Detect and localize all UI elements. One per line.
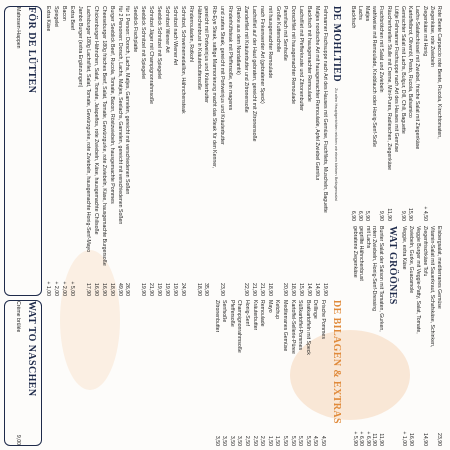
menu-item bbox=[429, 6, 435, 221]
menu-item-price: + 5,90 bbox=[351, 431, 358, 446]
menu-item-price: 5,50 bbox=[289, 435, 296, 446]
menu-item bbox=[251, 6, 257, 296]
menu-item-price: 14,90 bbox=[422, 433, 428, 446]
menu-item bbox=[305, 300, 311, 446]
menu-item-price: + 1,00 bbox=[45, 281, 52, 296]
menu-item-name: Burger Seeblick Beef, Rucola, Tomate, Bacon, Röstzwiebeln, hausgemachte Pommes bbox=[108, 6, 115, 204]
menu-item-price: 11,90 bbox=[385, 208, 392, 221]
menu-item bbox=[350, 6, 356, 221]
menu-item-price bbox=[77, 294, 83, 296]
menu-item-name: Schnitzel, Schweinemedaillon, Hähnchensteak bbox=[179, 6, 186, 114]
menu-item-price: 5,50 bbox=[282, 435, 288, 446]
menu-item-name: gegrillte Hähnchenbrust bbox=[358, 226, 365, 281]
menu-item-price: + 6,90 bbox=[364, 431, 371, 446]
menu-item-name: Dorschfilet mit hausgemachter Remoulade bbox=[290, 6, 297, 105]
menu-item-name: Rinderhüftsteak mit Pfeffersoße, ein mageres bbox=[227, 6, 234, 111]
menu-item bbox=[401, 226, 407, 446]
menu-item-price: 21,90 bbox=[258, 283, 265, 296]
menu-item bbox=[358, 226, 364, 446]
menu-item-name: Zanderfilet mit Kräuterbutter und Zitronensoße bbox=[243, 6, 249, 113]
menu-item-price: 9,90 bbox=[400, 210, 406, 221]
menu-item-name: Spiegelei bbox=[53, 6, 60, 28]
menu-item bbox=[204, 6, 210, 296]
menu-item bbox=[320, 300, 326, 446]
menu-item bbox=[77, 6, 83, 296]
menu-item bbox=[436, 6, 442, 221]
menu-item bbox=[352, 226, 358, 446]
menu-item bbox=[243, 6, 249, 296]
menu-item-name: Fischbrötchen mit Salat und Zwiebeln bbox=[378, 6, 385, 93]
menu-item-name: Matrosen-Happen bbox=[15, 7, 21, 49]
menu-item-name: Seeblick Schnitzel mit Spiegelei bbox=[156, 6, 163, 80]
menu-item bbox=[117, 6, 123, 296]
menu-item-price: 11,90 bbox=[371, 433, 378, 446]
menu-item-price: 19,90 bbox=[171, 283, 178, 296]
menu-item-price: 17,90 bbox=[85, 283, 91, 296]
menu-item bbox=[364, 6, 370, 221]
menu-item-name: Schnitzel Wiener Art bbox=[164, 6, 170, 53]
menu-item bbox=[371, 6, 377, 221]
menu-item-name: Senfsoße bbox=[221, 300, 228, 323]
menu-item bbox=[365, 226, 371, 446]
column-salads bbox=[348, 226, 444, 446]
column-fish-starters bbox=[348, 6, 444, 221]
menu-item-name: Große Kutterscholle bbox=[274, 6, 281, 53]
menu-item bbox=[252, 300, 258, 446]
menu-item-name: Bacon bbox=[61, 6, 68, 21]
menu-item-name: Backfisch bbox=[349, 6, 356, 29]
menu-item-name: Gemischter Salat mit Lachs, Bulgur, Dill, Chili, Baguette bbox=[400, 6, 406, 134]
menu-item bbox=[164, 6, 170, 296]
menu-item-price: 19,90 bbox=[156, 283, 163, 296]
menu-item-name: Schnitzel nach Wiener Art bbox=[171, 6, 178, 66]
menu-item bbox=[53, 6, 59, 296]
menu-item bbox=[188, 6, 194, 296]
menu-item bbox=[422, 6, 428, 221]
menu-item-name: Zitronenbutter bbox=[213, 300, 220, 333]
menu-item bbox=[283, 6, 289, 296]
menu-item-name: für 2 Personen: Dorsch, Lachs, Matjes, Seelachs, Garnelen, gereicht mit verschiedenen Soßen bbox=[116, 6, 123, 225]
menu-item-price: 3,50 bbox=[221, 435, 228, 446]
menu-item-name: Fehmarner Fischsuppe nach Art des Hauses mit Gemüse, Fischfilets, Muscheln, Baguette bbox=[322, 6, 328, 213]
menu-item-name: Bratkartoffeln mit Speck bbox=[304, 300, 311, 355]
menu-item bbox=[156, 6, 162, 296]
menu-item-name: Lüttje Fehmarner Fischsuppe nach Art des Hauses mit Gemüse bbox=[392, 6, 399, 153]
menu-item bbox=[235, 6, 241, 296]
menu-item-price: 19,90 bbox=[140, 283, 147, 296]
menu-item bbox=[219, 6, 225, 296]
menu-item-name: Matjes nordische Art mit hausgemachter Remoulade, Apfel Zwiebel Garnitur bbox=[314, 6, 321, 181]
menu-item-name: Lachs-Salatschüssel mit Zwiebel, frische Salat mit Ziegenkäse bbox=[414, 6, 421, 150]
menu-item bbox=[132, 6, 138, 296]
menu-item bbox=[312, 300, 318, 446]
menu-item bbox=[290, 300, 296, 446]
menu-item-price: 6,90 bbox=[356, 210, 363, 221]
menu-item-name: mit Lachs bbox=[364, 226, 371, 249]
menu-item-price bbox=[227, 294, 233, 296]
menu-item-name: gereicht mit Portweinjus und Kräuterbutter bbox=[203, 6, 210, 103]
menu-item-price: + 1,00 bbox=[401, 431, 407, 446]
menu-item bbox=[259, 300, 265, 446]
menu-item-price: 19,90 bbox=[322, 283, 328, 296]
menu-item bbox=[259, 6, 265, 296]
menu-item bbox=[290, 6, 296, 296]
menu-item-price bbox=[211, 294, 217, 296]
menu-item-name: Pannfisch mit Senfsoße bbox=[282, 6, 289, 61]
menu-item bbox=[267, 6, 273, 296]
menu-item-name: Jambo Burger (extra Ergänzungen) bbox=[77, 6, 84, 88]
menu-item-price: 35,90 bbox=[203, 283, 210, 296]
menu-item bbox=[125, 6, 131, 296]
menu-item-name: Seeblick Fischplatte bbox=[132, 6, 139, 53]
menu-item-name: Extra Käse bbox=[45, 6, 52, 32]
menu-item-name: Ziegenfrischkäse Tofu bbox=[422, 226, 428, 277]
menu-item-name: Kräuterbutter bbox=[251, 300, 258, 331]
menu-item bbox=[214, 300, 220, 446]
menu-item-name: und zartes Steak, gereicht mit Portweinjus und Kräuterbutter bbox=[219, 6, 226, 145]
menu-item-price: 21,90 bbox=[148, 283, 155, 296]
menu-item-price: + 4,50 bbox=[421, 206, 428, 221]
menu-item-price: 5,50 bbox=[297, 435, 304, 446]
menu-item-name: Rote Beete Carpaccio rote Beete, Rucola, Kirschtomaten, bbox=[436, 6, 442, 139]
menu-item bbox=[275, 6, 281, 296]
menu-item bbox=[282, 300, 288, 446]
menu-item bbox=[172, 6, 178, 296]
menu-item bbox=[15, 7, 21, 295]
menu-item bbox=[436, 226, 442, 446]
menu-item-name: Seeblick Schnitzel mit Spiegelei bbox=[140, 6, 147, 80]
menu-item-name: Süßkartoffel-Pommes bbox=[297, 300, 304, 351]
menu-item-name: Bunter Salat der Saison mit Tomaten, Gurken, bbox=[378, 226, 384, 332]
menu-item bbox=[371, 226, 377, 446]
menu-item-name: Remoulade bbox=[259, 300, 266, 327]
menu-item-price bbox=[393, 219, 399, 221]
menu-item bbox=[267, 300, 273, 446]
menu-item-name: Rib-Eye Steak, saftige Marmorierung macht das Steak für den Kenner, bbox=[211, 6, 218, 169]
menu-item-name: Veggie Burger mit Veggie-Patty, Salat, Tomate, bbox=[415, 226, 421, 334]
menu-item bbox=[274, 300, 280, 446]
menu-item-price bbox=[15, 293, 21, 295]
menu-item-name: Backfisch mit hausgemachter Remoulade bbox=[306, 6, 313, 102]
menu-item bbox=[93, 6, 99, 296]
menu-item-price: 4,50 bbox=[320, 435, 326, 446]
menu-item-name: Hähnchenbrust in Kräuterbuttersoße bbox=[195, 6, 202, 90]
menu-item-price: 2,50 bbox=[244, 435, 250, 446]
menu-item-price: 6,90 bbox=[349, 210, 356, 221]
menu-item-price: 14,90 bbox=[314, 283, 321, 296]
menu-item-price: 16,90 bbox=[408, 433, 414, 446]
menu-item bbox=[236, 300, 242, 446]
menu-item bbox=[46, 6, 52, 296]
menu-item bbox=[211, 6, 217, 296]
menu-item bbox=[180, 6, 186, 296]
menu-item-price: 15,90 bbox=[407, 208, 414, 221]
menu-item-name: Crème brûlée bbox=[15, 301, 21, 333]
menu-item bbox=[196, 6, 202, 296]
menu-item-price bbox=[429, 219, 435, 221]
menu-item bbox=[314, 6, 320, 296]
menu-item-price: 14,90 bbox=[306, 283, 313, 296]
menu-item-price: 22,90 bbox=[243, 283, 249, 296]
menu-item bbox=[429, 226, 435, 446]
menu-item bbox=[148, 6, 154, 296]
menu-item bbox=[244, 300, 250, 446]
menu-item-name: Matjes bbox=[364, 6, 370, 22]
column-sides-extras bbox=[4, 300, 344, 446]
menu-item-name: Chickenburger Hähnchen, Salat, Tomate, Jalapeños, rote Zwiebeln, Käse, hausgemachte Chilisoße bbox=[92, 6, 99, 235]
menu-item-price: 4,50 bbox=[312, 435, 319, 446]
menu-item bbox=[297, 300, 303, 446]
menu-item-price: 2,50 bbox=[251, 435, 258, 446]
menu-item-name: Lachsburger 180g Lachsfilet, Salat, Tomate, Gewürzgurke, rote Zwiebeln, hausgemachte Honig-Senf-Mayo bbox=[85, 6, 91, 253]
section-title-main-dishes: DE MOHLTIED bbox=[331, 6, 342, 82]
menu-item-name: Schnitzel Jäger mit Champignonrahmsoße bbox=[148, 6, 155, 105]
column-main-dishes bbox=[4, 6, 344, 296]
menu-item-name: Eisbergsalat, mediterranes Gemüse bbox=[436, 226, 442, 309]
menu-item-price bbox=[132, 294, 138, 296]
menu-item-price: 2,50 bbox=[259, 435, 266, 446]
menu-item bbox=[140, 6, 146, 296]
menu-item-name: gebratene Ziegenkäse bbox=[351, 226, 358, 278]
menu-item-price: + 6,90 bbox=[358, 431, 365, 446]
menu-item-name: Räucherforellen Stulle mit Creme, Mini-Pures, Radieschen, Ziegenkäse bbox=[385, 6, 392, 171]
section-subtitle: Zu allen Hauptgerichten reichen wir einen kleinen Beilagensalat bbox=[334, 88, 339, 201]
kids-menu-box bbox=[4, 6, 42, 296]
menu-item-price: 9,90 bbox=[378, 210, 385, 221]
menu-item-price: 21,90 bbox=[250, 283, 257, 296]
menu-item bbox=[306, 6, 312, 296]
menu-item-name: (Ranke aus dem Nordatlantik) bbox=[235, 6, 242, 75]
menu-item-name: Pfeffersoße bbox=[228, 300, 235, 327]
menu-item-price: 16,90 bbox=[100, 283, 107, 296]
menu-item-name: roten Zwiebeln, Honig-Senf-Dressing bbox=[371, 226, 378, 312]
menu-item-name: Drillinge bbox=[312, 300, 319, 319]
menu-item-price: 5,50 bbox=[304, 435, 311, 446]
menu-item-price: 18,90 bbox=[108, 283, 115, 296]
menu-item-name: wahlweise mit Remoulade, Knoblauch oder Honig-Senf-Soße bbox=[371, 6, 378, 148]
menu-item-price: 24,90 bbox=[179, 283, 186, 296]
menu-item-name: Extra Beef bbox=[69, 6, 76, 31]
menu-item-name: Frische Pommes bbox=[320, 300, 326, 339]
menu-item-price bbox=[275, 294, 281, 296]
menu-item bbox=[415, 226, 421, 446]
menu-item-name: für 1 Person: Dorsch, Lachs, Matjes, Garnelen, gereicht mit verschiedenen Soßen bbox=[124, 6, 131, 195]
menu-item-price bbox=[235, 294, 241, 296]
menu-item-price: 18,90 bbox=[195, 283, 202, 296]
menu-item-price bbox=[415, 444, 421, 446]
menu-item-price bbox=[188, 294, 194, 296]
menu-item bbox=[386, 6, 392, 221]
menu-item-price: + 2,00 bbox=[53, 281, 60, 296]
menu-item-price: 3,50 bbox=[228, 435, 235, 446]
menu-item-price: 1,50 bbox=[266, 435, 273, 446]
menu-item-price: 26,90 bbox=[124, 283, 131, 296]
menu-item-name: Ketchup bbox=[274, 300, 281, 320]
menu-item bbox=[109, 6, 115, 296]
menu-item-name: Zwiebeln, Gurke, Guacamole bbox=[408, 226, 414, 294]
menu-item-name: Mayo bbox=[266, 300, 273, 313]
menu-item-price bbox=[436, 219, 442, 221]
menu-item-name: Kartoffel-Sellerie-Püree bbox=[289, 300, 296, 354]
menu-item bbox=[378, 226, 384, 446]
menu-item-price: 18,90 bbox=[266, 283, 273, 296]
menu-item-name: Vitamin-Salat mit Sauerkraut, Schafskäse, Schinken, bbox=[429, 226, 435, 348]
menu-item bbox=[221, 300, 227, 446]
menu-item bbox=[61, 6, 67, 296]
menu-item-price: 16,90 bbox=[92, 283, 99, 296]
menu-item bbox=[378, 6, 384, 221]
menu-item bbox=[227, 6, 233, 296]
menu-item-price bbox=[429, 444, 435, 446]
menu-item bbox=[69, 6, 75, 296]
menu-item-price: + 2,00 bbox=[61, 281, 68, 296]
dessert-box bbox=[4, 300, 42, 446]
menu-item-name: mit hausgemachter Remoulade bbox=[266, 6, 273, 79]
menu-item-name: Kartoffelbrot, Olivenöl, Pesto, Rucola, Balsamico bbox=[407, 6, 414, 118]
menu-item-price: 1,50 bbox=[274, 435, 281, 446]
menu-item bbox=[407, 6, 413, 221]
menu-item-price: 19,90 bbox=[164, 283, 170, 296]
section-title-dessert: WAT TO NASCHEN bbox=[26, 301, 37, 397]
menu-item bbox=[101, 6, 107, 296]
menu-item-price: 23,90 bbox=[436, 433, 442, 446]
menu-item-price: 18,90 bbox=[290, 283, 297, 296]
menu-item-price: 20,90 bbox=[282, 283, 289, 296]
menu-item bbox=[414, 6, 420, 221]
menu-item-name: Cheeseburger 180g frisches Beef, Salat, Tomate, Gewürzgurke, rote Zwiebeln, Käse, hausgemachte Burgersoße bbox=[100, 6, 107, 266]
menu-item-name: Rinderrouladen, Rotkohl bbox=[187, 6, 194, 62]
menu-item-price: 49,90 bbox=[116, 283, 123, 296]
menu-item-name: Honig-Senf bbox=[244, 300, 250, 326]
menu-item bbox=[322, 6, 328, 296]
menu-item bbox=[393, 6, 399, 221]
menu-item-name: Champignonrahmsoße bbox=[236, 300, 243, 353]
menu-item bbox=[85, 6, 91, 296]
menu-item-price bbox=[371, 219, 377, 221]
menu-item-price: 3,50 bbox=[236, 435, 243, 446]
section-title-salads: WAT GRÖÖNES bbox=[387, 226, 398, 305]
menu-item-price: 23,90 bbox=[219, 283, 226, 296]
section-title-sides: DE BILAGEN & EXTRAS bbox=[331, 300, 342, 425]
menu-item-name: Mediterranes Gemüse bbox=[282, 300, 288, 352]
menu-item-price: 11,90 bbox=[378, 433, 384, 446]
menu-item-price: 3,50 bbox=[213, 435, 220, 446]
menu-item-name: Lachsfilet auf der Haut gebraten, gereicht mit Zitronensoße bbox=[250, 6, 257, 142]
menu-item bbox=[229, 300, 235, 446]
menu-item-name: Lachs bbox=[356, 6, 363, 20]
menu-item-name: Ziegenkäse mit Honig bbox=[421, 6, 428, 57]
menu-item-name: Ziegenkäse, rote Zwiebeln bbox=[428, 6, 435, 67]
menu-item bbox=[298, 6, 304, 296]
menu-item-name: nach Finkenwerder Art (gebratener Speck) bbox=[258, 6, 265, 104]
menu-item-price: + 5,00 bbox=[69, 281, 76, 296]
menu-item-name: Lachsfilet mit Pfefferkruste und Zitronenbutter bbox=[298, 6, 305, 111]
menu-item-price bbox=[414, 219, 420, 221]
menu-item bbox=[357, 6, 363, 221]
menu-item-price: 9,00 bbox=[15, 434, 21, 445]
menu-item bbox=[400, 6, 406, 221]
menu-item-price: 5,90 bbox=[364, 210, 370, 221]
menu-item bbox=[422, 226, 428, 446]
section-title-kids: FÖR DE LÜTTEN bbox=[26, 7, 37, 94]
menu-item-price: 15,90 bbox=[298, 283, 305, 296]
menu-item-name: Veggie, extra Käse bbox=[401, 226, 407, 270]
menu-item bbox=[408, 226, 414, 446]
menu-item bbox=[15, 301, 21, 445]
